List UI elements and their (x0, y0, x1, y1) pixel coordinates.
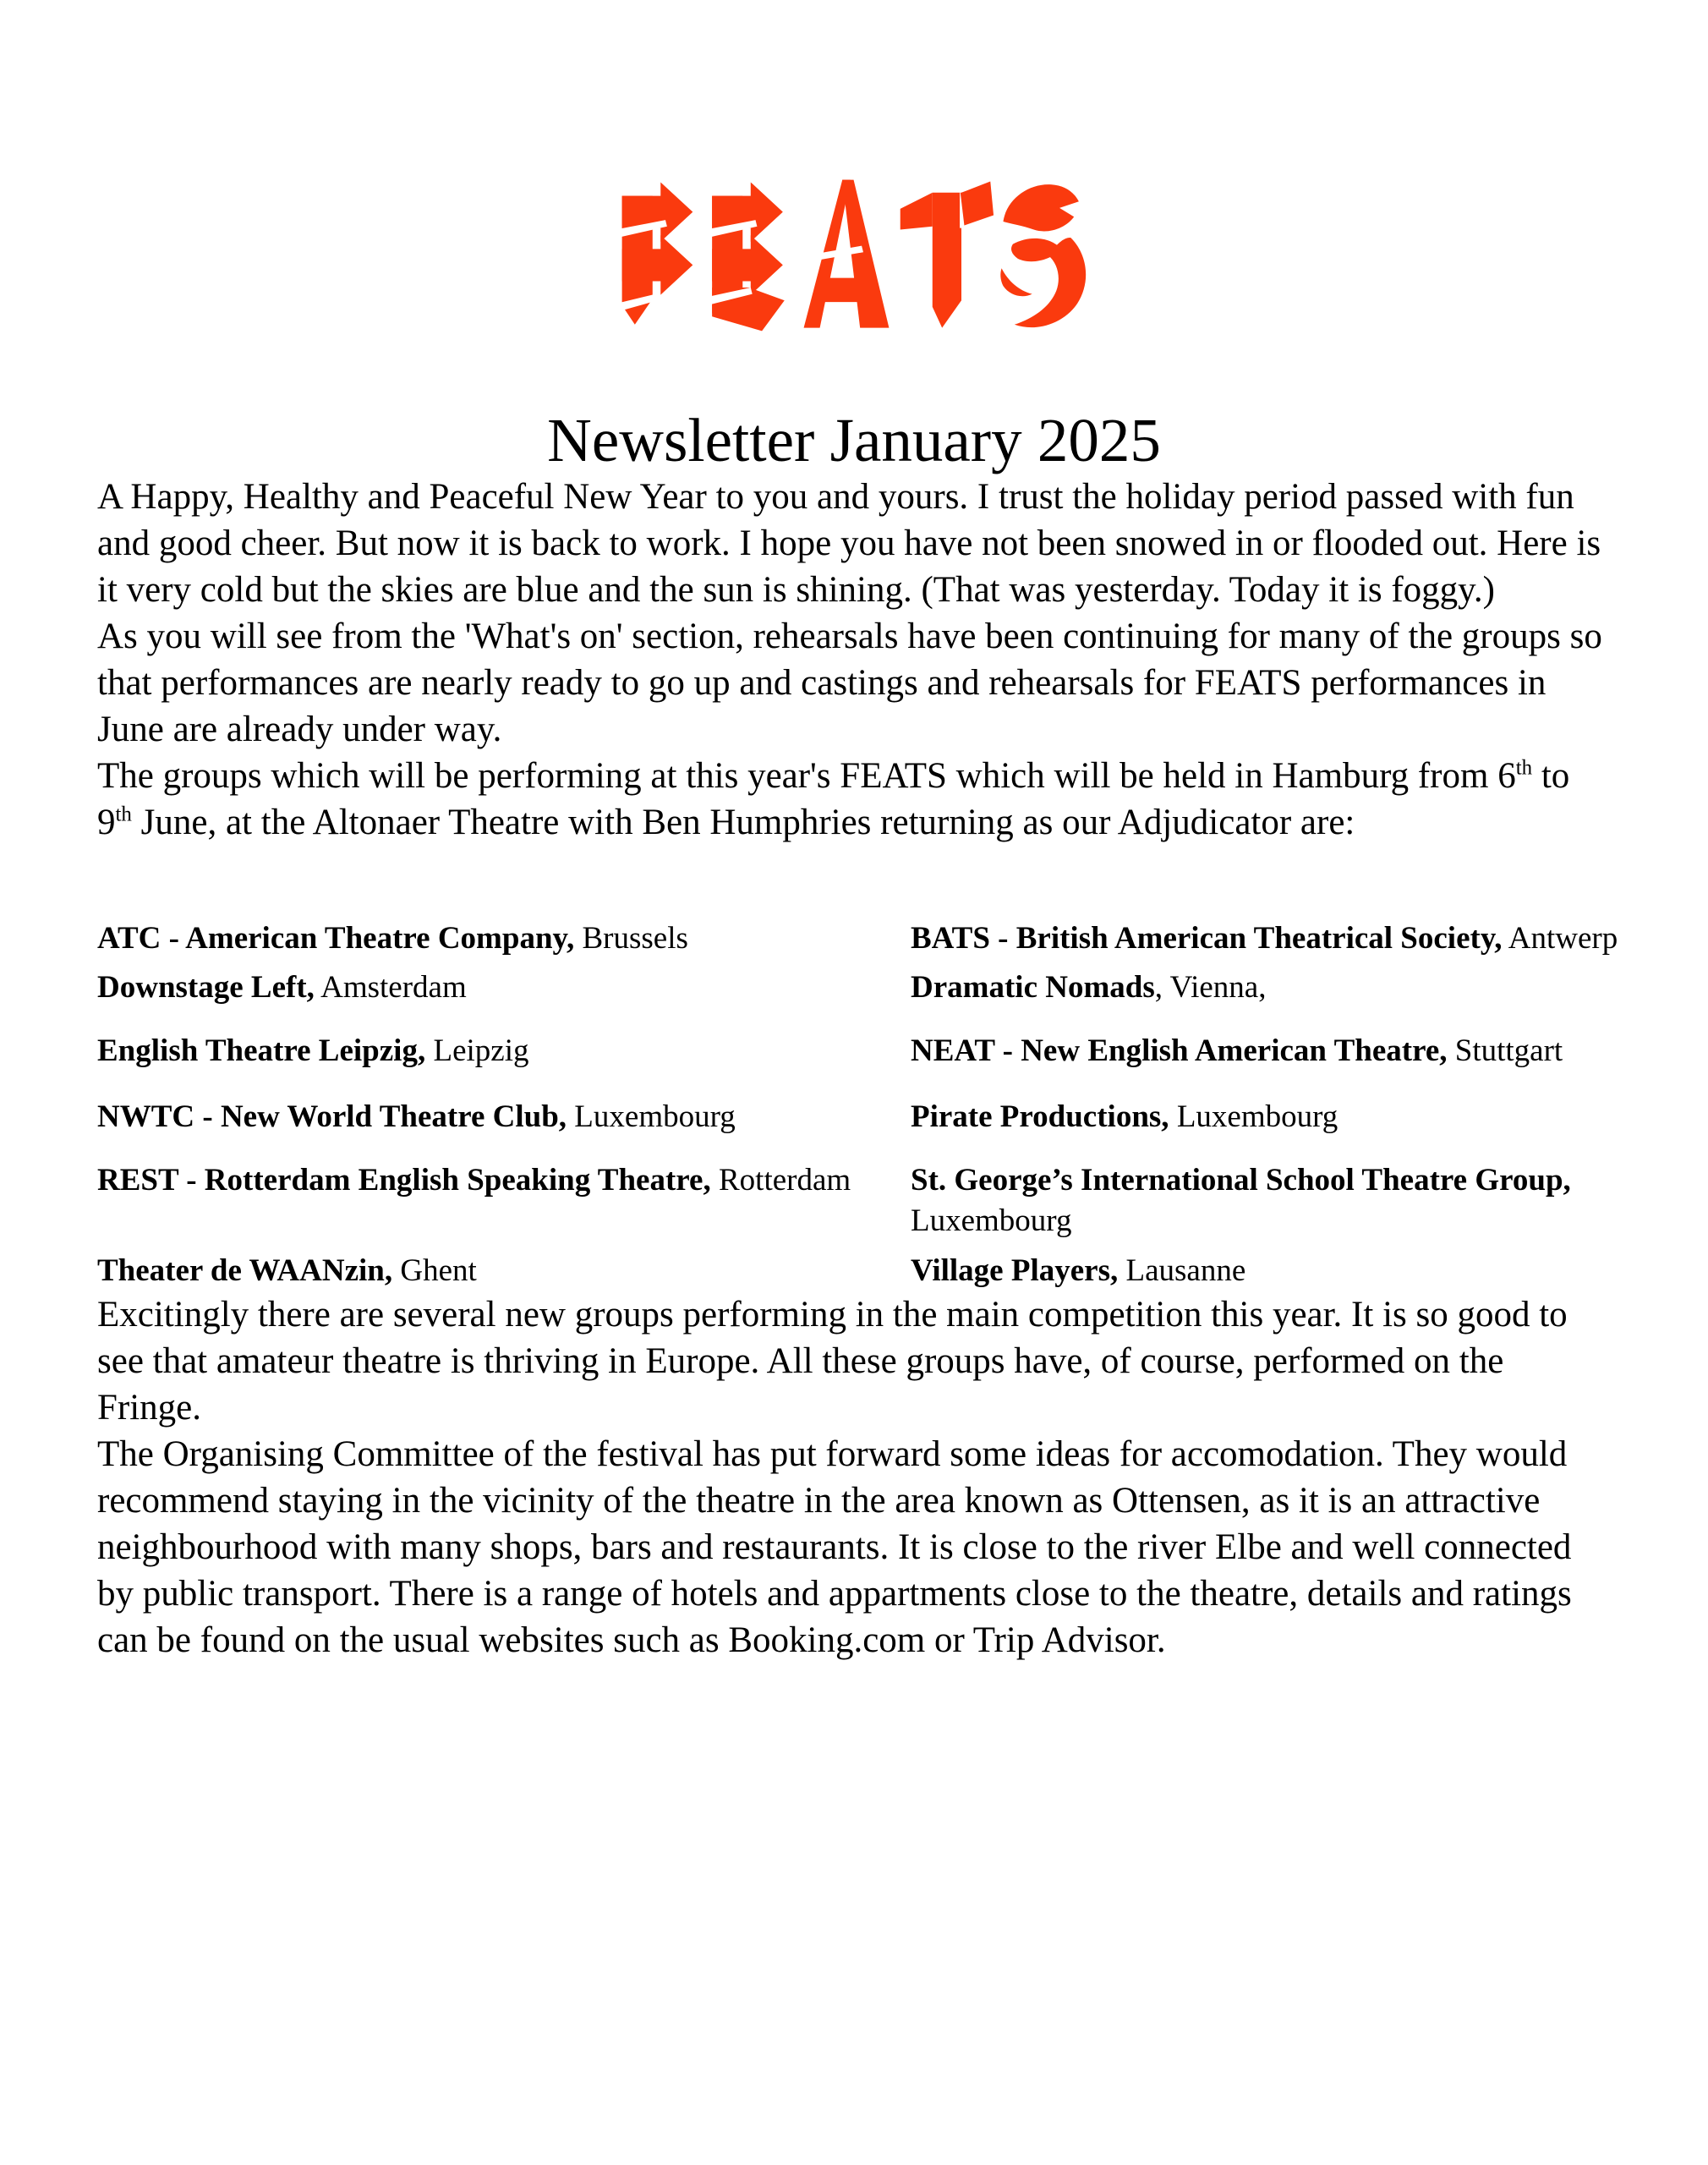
group-location: Ghent (400, 1252, 477, 1288)
page-title: Newsletter January 2025 (547, 406, 1161, 474)
newsletter-body (97, 474, 1618, 1663)
groups-intro-text: The groups which will be performing at this year's FEATS which will be held in Hamburg from 6 (97, 755, 1516, 796)
group-location: , Vienna, (1154, 969, 1267, 1005)
group-item-atc (97, 918, 911, 959)
group-location: Luxembourg (1176, 1099, 1338, 1134)
group-item-dramatic-nomads (911, 967, 1611, 1008)
group-location: Rotterdam (718, 1162, 851, 1198)
group-location: Luxembourg (574, 1099, 736, 1134)
group-name: ATC - American Theatre Company, (97, 920, 575, 956)
groups-intro-text: to 9 (97, 755, 1570, 842)
group-item-pirate-productions (911, 1097, 1611, 1137)
group-item-st-georges (911, 1160, 1611, 1241)
group-name: Village Players, (911, 1252, 1119, 1288)
group-location: Antwerp (1508, 920, 1618, 956)
group-name: NWTC - New World Theatre Club, (97, 1099, 567, 1134)
groups-column-right (911, 918, 1618, 1291)
paragraph-new-groups: Excitingly there are several new groups performing in the main competition this year. It is so good to see that amateur theatre is thriving in Europe. All these groups have, of course, performed on the Fringe. (97, 1294, 1568, 1428)
group-name: St. George’s International School Theatre Group, (911, 1162, 1571, 1198)
group-name: REST - Rotterdam English Speaking Theatre, (97, 1162, 711, 1198)
group-item-english-theatre-leipzig (97, 1031, 911, 1072)
group-item-downstage-left (97, 967, 911, 1008)
paragraph-whats-on: As you will see from the 'What's on' section, rehearsals have been continuing for many of the groups so that performances are nearly ready to go up and castings and rehearsals for FEATS performances in June are already under way. (97, 616, 1602, 749)
group-item-village-players (911, 1251, 1611, 1291)
group-item-bats (911, 918, 1618, 959)
group-location: Luxembourg (911, 1203, 1072, 1238)
group-location: Brussels (582, 920, 688, 956)
group-name: Dramatic Nomads (911, 969, 1155, 1005)
logo-letter-e (705, 182, 784, 331)
superscript-th: th (1515, 756, 1533, 780)
logo-letter-f (616, 182, 693, 324)
logo-letter-t (900, 181, 993, 327)
group-location: Amsterdam (320, 969, 467, 1005)
group-location: Stuttgart (1454, 1033, 1563, 1068)
paragraph-new-year: A Happy, Healthy and Peaceful New Year to you and yours. I trust the holiday period passed with fun and good cheer. But now it is back to work. I hope you have not been snowed in or flooded out. Here is it very cold but the skies are blue and the sun is shining. (That was yesterday. Today it is foggy.) (97, 476, 1601, 610)
groups-column-left (97, 918, 911, 1291)
group-name: BATS - British American Theatrical Society, (911, 920, 1503, 956)
superscript-th: th (115, 803, 132, 826)
group-name: NEAT - New English American Theatre, (911, 1033, 1448, 1068)
group-item-nwtc (97, 1097, 911, 1137)
group-item-rest (97, 1160, 911, 1201)
logo-letter-a (797, 180, 888, 328)
group-name: English Theatre Leipzig, (97, 1033, 426, 1068)
group-item-neat (911, 1031, 1611, 1072)
group-item-theater-de-waanzin (97, 1251, 911, 1291)
groups-list (97, 918, 1618, 1291)
group-name: Pirate Productions, (911, 1099, 1169, 1134)
paragraph-accommodation: The Organising Committee of the festival has put forward some ideas for accomodation. They would recommend staying in the vicinity of the theatre in the area known as Ottensen, as it is an attractive neighbourhood with many shops, bars and restaurants. It is close to the river Elbe and well connected by public transport. There is a range of hotels and appartments close to the theatre, details and ratings can be found on the usual websites such as Booking.com or Trip Advisor. (97, 1433, 1572, 1660)
feats-logo-graphic (616, 178, 1093, 333)
paragraph-groups-intro (97, 753, 1611, 846)
group-location: Lausanne (1125, 1252, 1246, 1288)
logo-letter-s (1000, 184, 1086, 327)
feats-logo (0, 0, 1708, 337)
group-name: Downstage Left, (97, 969, 315, 1005)
group-location: Leipzig (433, 1033, 529, 1068)
group-name: Theater de WAANzin, (97, 1252, 393, 1288)
groups-intro-text: June, at the Altonaer Theatre with Ben Humphries returning as our Adjudicator are: (131, 802, 1355, 842)
